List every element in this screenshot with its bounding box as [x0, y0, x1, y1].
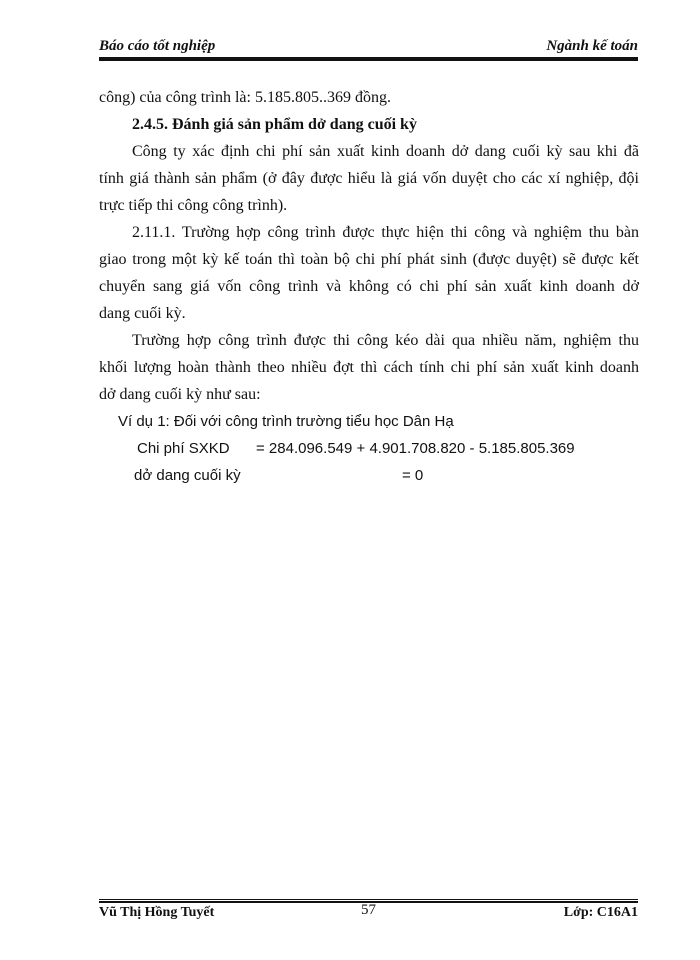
page-body: [99, 84, 639, 489]
para3-line3: dở dang cuối kỳ như sau:: [99, 386, 261, 403]
example-title: Ví dụ 1: Đối với công trình trường tiểu học Dân Hạ: [118, 413, 454, 430]
para1-line2: tính giá thành sản phẩm (ở đây được hiểu là giá vốn duyệt cho các xí nghiệp, đội: [99, 170, 639, 187]
footer-class: Lớp: C16A1: [563, 905, 638, 920]
formula-result: = 0: [402, 467, 424, 484]
para3-line1: Trường hợp công trình được thi công kéo dài qua nhiều năm, nghiệm thu: [132, 332, 639, 349]
para2-line1: 2.11.1. Trường hợp công trình được thực hiện thi công và nghiệm thu bàn: [132, 224, 639, 241]
formula-row-1: [99, 435, 639, 462]
footer-author: Vũ Thị Hồng Tuyết: [99, 905, 215, 920]
para1-line1: Công ty xác định chi phí sản xuất kinh doanh dở dang cuối kỳ sau khi đã: [132, 143, 639, 160]
formula-label-2: dở dang cuối kỳ: [134, 467, 241, 484]
page-footer: [99, 903, 638, 925]
para3-line2: khối lượng hoàn thành theo nhiều đợt thì cách tính chi phí sản xuất kinh doanh: [99, 359, 639, 376]
page-header: [99, 36, 638, 58]
para2-line3: chuyển sang giá vốn công trình và không có chi phí sản xuất kinh doanh dở: [99, 278, 639, 295]
header-department: Ngành kế toán: [546, 38, 638, 54]
header-report-title: Báo cáo tốt nghiệp: [99, 38, 216, 54]
para2-line2: giao trong một kỳ kế toán thì toàn bộ chi phí phát sinh (được duyệt) sẽ được kết: [99, 251, 639, 268]
para1-line3: trực tiếp thi công công trình).: [99, 197, 288, 214]
formula-label-1: Chi phí SXKD: [137, 440, 230, 457]
para2-line4: dang cuối kỳ.: [99, 305, 186, 322]
body-line-1: công) của công trình là: 5.185.805..369 đồng.: [99, 89, 391, 106]
section-heading: 2.4.5. Đánh giá sản phẩm dở dang cuối kỳ: [132, 116, 417, 133]
header-divider: [99, 57, 638, 61]
formula-expression: = 284.096.549 + 4.901.708.820 - 5.185.805.369: [256, 440, 575, 457]
page-number: 57: [361, 902, 376, 918]
formula-row-2: [99, 462, 639, 489]
